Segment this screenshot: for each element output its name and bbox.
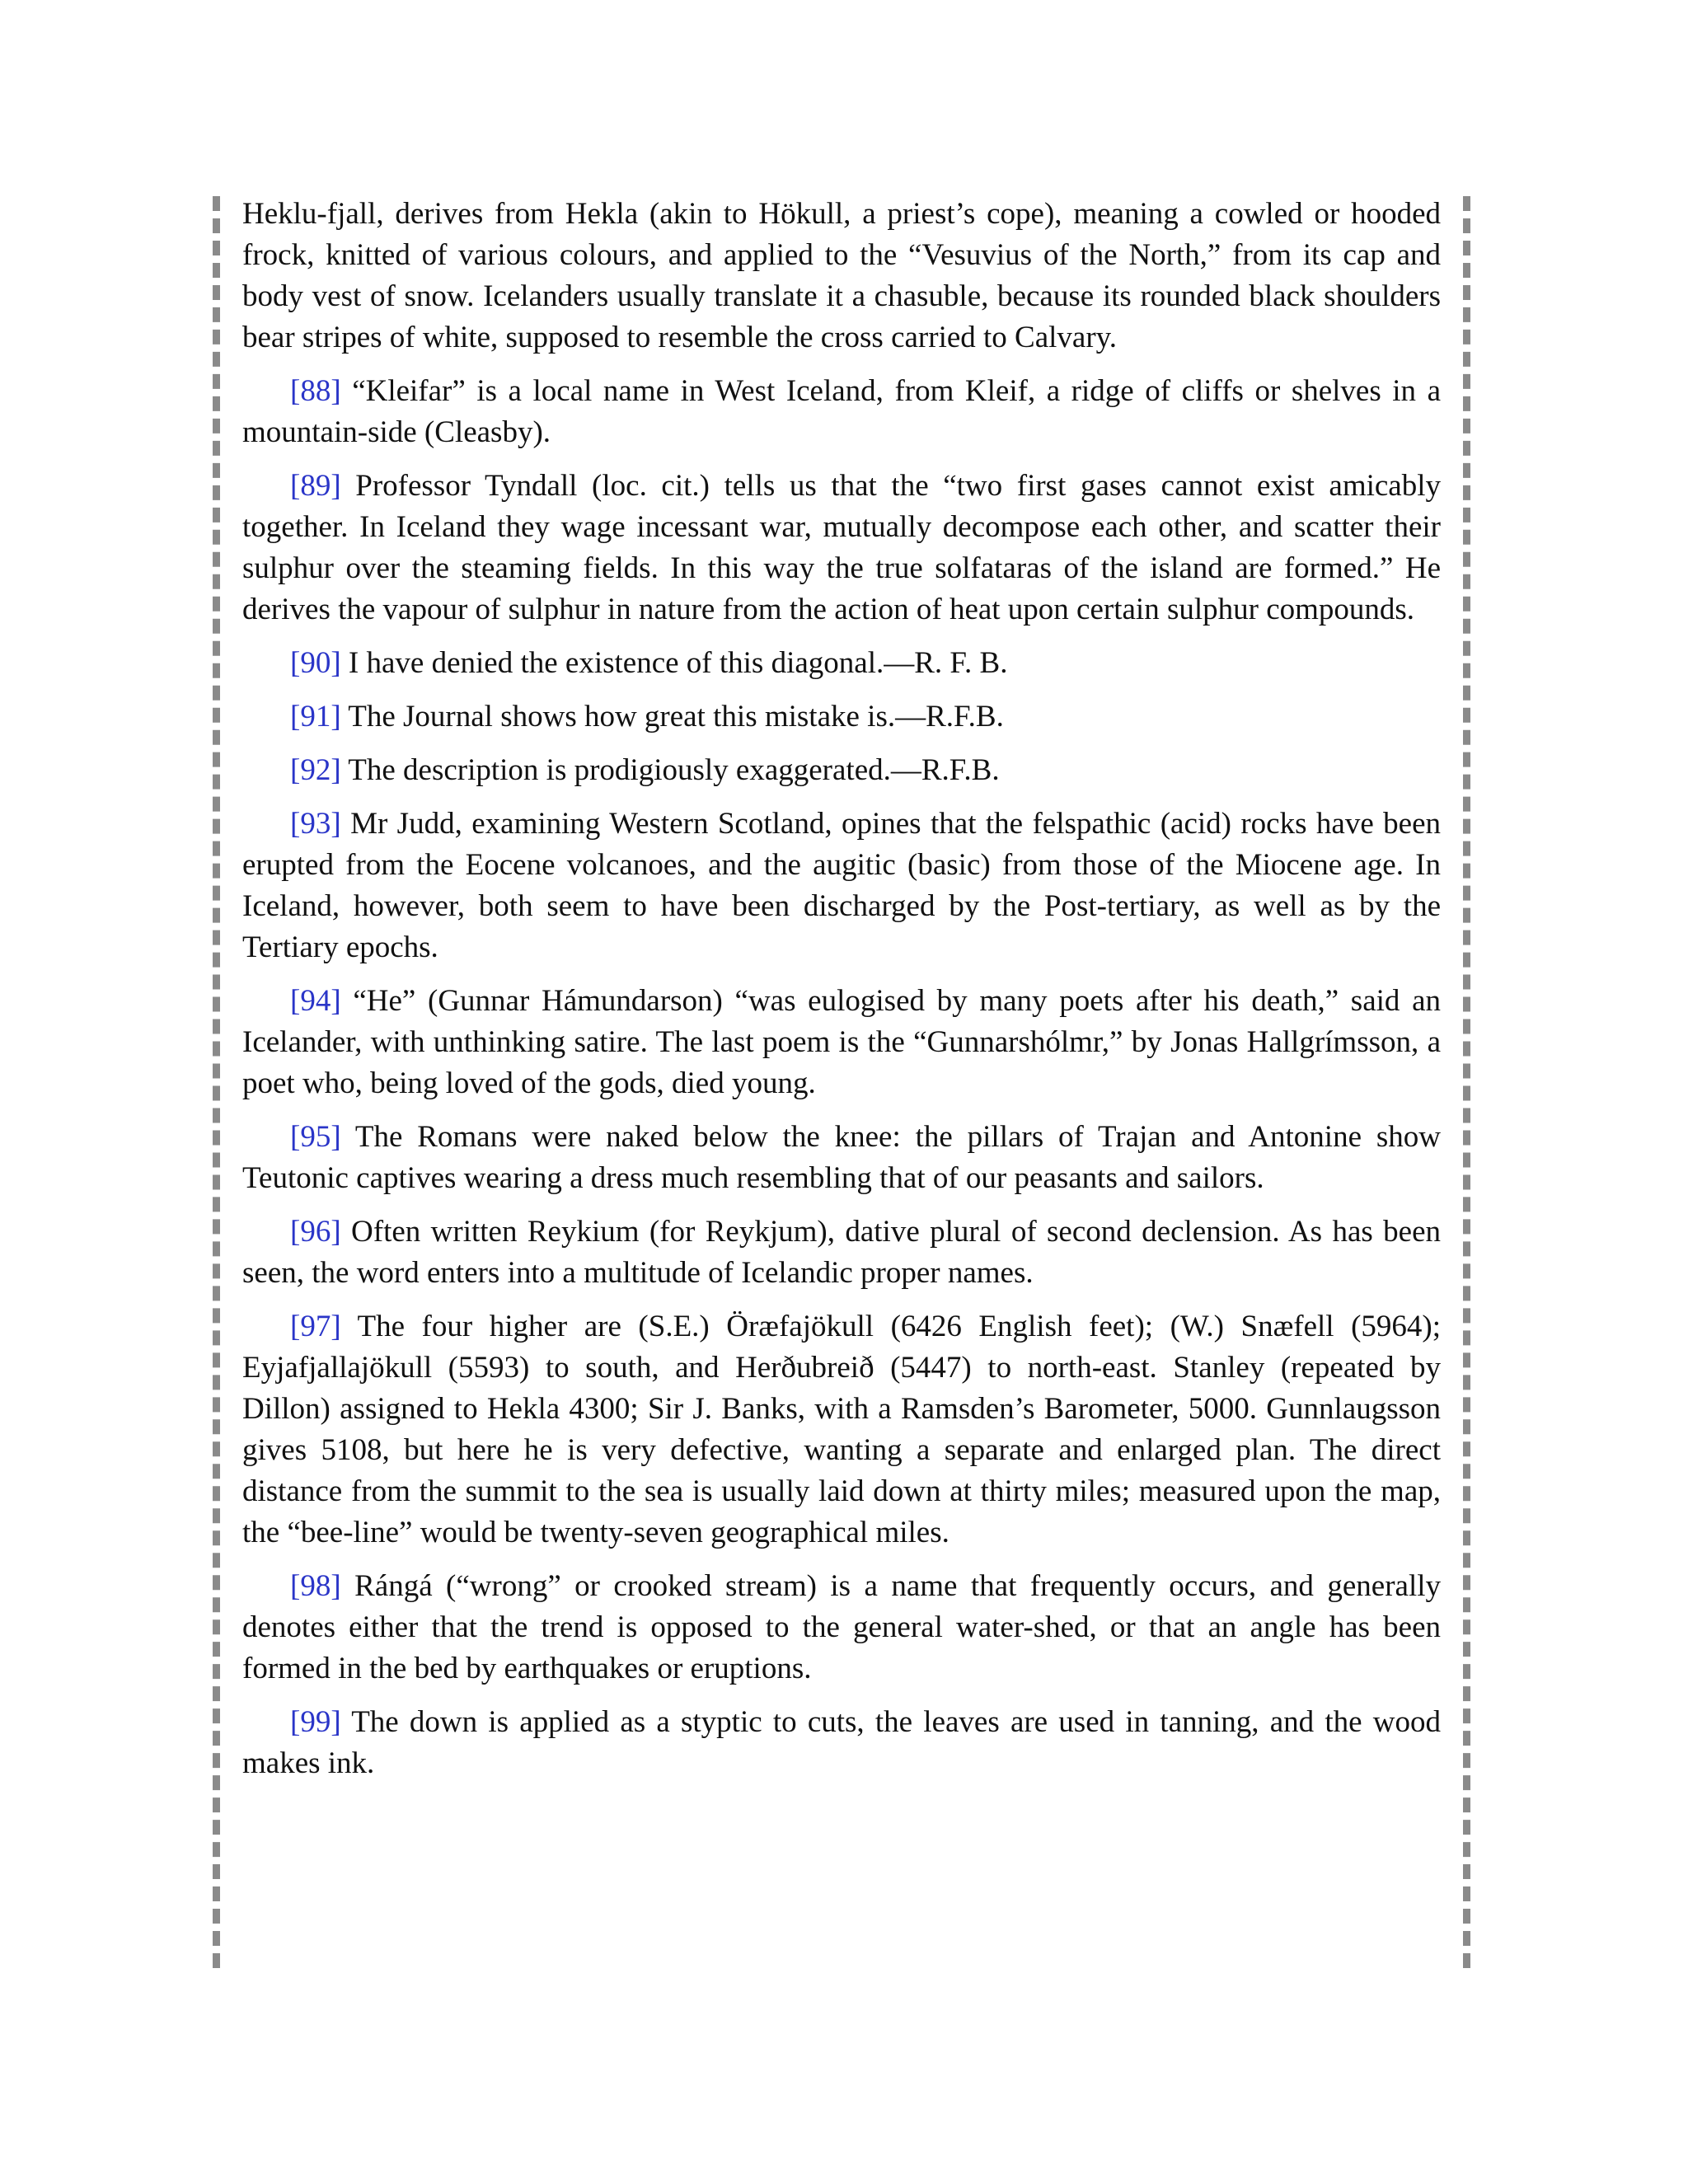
footnote-ref-link-97[interactable]: [97] bbox=[290, 1310, 341, 1343]
footnote-ref-link-92[interactable]: [92] bbox=[290, 753, 341, 787]
footnote-ref-link-93[interactable]: [93] bbox=[290, 807, 341, 841]
footnotes-section bbox=[242, 194, 1441, 1797]
footnote-92 bbox=[242, 750, 1441, 791]
footnote-98 bbox=[242, 1566, 1441, 1690]
footnote-text: “Kleifar” is a local name in West Iceland, from Kleif, a ridge of cliffs or shelves in a mountain-side (Cleasby). bbox=[242, 374, 1441, 449]
footnote-ref-link-88[interactable]: [88] bbox=[290, 374, 341, 408]
footnote-97 bbox=[242, 1306, 1441, 1554]
footnote-text: The four higher are (S.E.) Öræfajökull (6426 English feet); (W.) Snæfell (5964); Eyjafjallajökull (5593) to south, and Herðubreið (5447) to north-east. Stanley (repeated by Dillon) assigned to Hekla 4300; Sir J. Banks, with a Ramsden’s Barometer, 5000. Gunnlaugsson gives 5108, but here he is very defective, wanting a separate and enlarged plan. The direct distance from the summit to the sea is usually laid down at thirty miles; measured upon the map, the “bee-line” would be twenty-seven geographical miles. bbox=[242, 1310, 1441, 1549]
footnote-text: Mr Judd, examining Western Scotland, opines that the felspathic (acid) rocks have been erupted from the Eocene volcanoes, and the augitic (basic) from those of the Miocene age. In Iceland, however, both seem to have been discharged by the Post-tertiary, as well as by the Tertiary epochs. bbox=[242, 807, 1441, 964]
footnote-99 bbox=[242, 1702, 1441, 1784]
footnote-ref-link-95[interactable]: [95] bbox=[290, 1120, 341, 1154]
footnote-text: The Romans were naked below the knee: the pillars of Trajan and Antonine show Teutonic captives wearing a dress much resembling that of our peasants and sailors. bbox=[242, 1120, 1441, 1195]
footnote-ref-link-98[interactable]: [98] bbox=[290, 1569, 341, 1603]
footnote-text: Often written Reykium (for Reykjum), dative plural of second declension. As has been seen, the word enters into a multitude of Icelandic proper names. bbox=[242, 1215, 1441, 1290]
footnote-continuation bbox=[242, 194, 1441, 359]
footnote-text: The down is applied as a styptic to cuts, the leaves are used in tanning, and the wood makes ink. bbox=[242, 1705, 1441, 1780]
footnote-96 bbox=[242, 1212, 1441, 1294]
footnote-text: Heklu-fjall, derives from Hekla (akin to Hökull, a priest’s cope), meaning a cowled or hooded frock, knitted of various colours, and applied to the “Vesuvius of the North,” from its cap and body vest of snow. Icelanders usually translate it a chasuble, because its rounded black shoulders bear stripes of white, supposed to resemble the cross carried to Calvary. bbox=[242, 197, 1441, 354]
footnote-ref-link-99[interactable]: [99] bbox=[290, 1705, 341, 1739]
footnote-88 bbox=[242, 371, 1441, 453]
footnote-ref-link-96[interactable]: [96] bbox=[290, 1215, 341, 1249]
footnote-95 bbox=[242, 1117, 1441, 1199]
footnote-ref-link-90[interactable]: [90] bbox=[290, 646, 341, 680]
footnote-ref-link-91[interactable]: [91] bbox=[290, 700, 341, 733]
footnote-text: Professor Tyndall (loc. cit.) tells us that the “two first gases cannot exist amicably together. In Iceland they wage incessant war, mutually decompose each other, and scatter their sulphur over the steaming fields. In this way the true solfataras of the island are formed.” He derives the vapour of sulphur in nature from the action of heat upon certain sulphur compounds. bbox=[242, 469, 1441, 626]
footnote-93 bbox=[242, 804, 1441, 968]
footnote-94 bbox=[242, 981, 1441, 1104]
footnote-text: Rángá (“wrong” or crooked stream) is a name that frequently occurs, and generally denotes either that the trend is opposed to the general water-shed, or that an angle has been formed in the bed by earthquakes or eruptions. bbox=[242, 1569, 1442, 1685]
footnote-ref-link-89[interactable]: [89] bbox=[290, 469, 341, 503]
footnote-91 bbox=[242, 696, 1441, 738]
footnote-ref-link-94[interactable]: [94] bbox=[290, 984, 341, 1018]
footnote-89 bbox=[242, 466, 1441, 630]
footnote-text: “He” (Gunnar Hámundarson) “was eulogised by many poets after his death,” said an Icelander, with unthinking satire. The last poem is the “Gunnarshólmr,” by Jonas Hallgrímsson, a poet who, being loved of the gods, died young. bbox=[242, 984, 1442, 1100]
footnote-text: The Journal shows how great this mistake is.—R.F.B. bbox=[348, 700, 1004, 733]
footnote-text: The description is prodigiously exaggerated.—R.F.B. bbox=[348, 753, 1000, 787]
footnote-text: I have denied the existence of this diagonal.—R. F. B. bbox=[348, 646, 1008, 680]
footnote-90 bbox=[242, 643, 1441, 684]
